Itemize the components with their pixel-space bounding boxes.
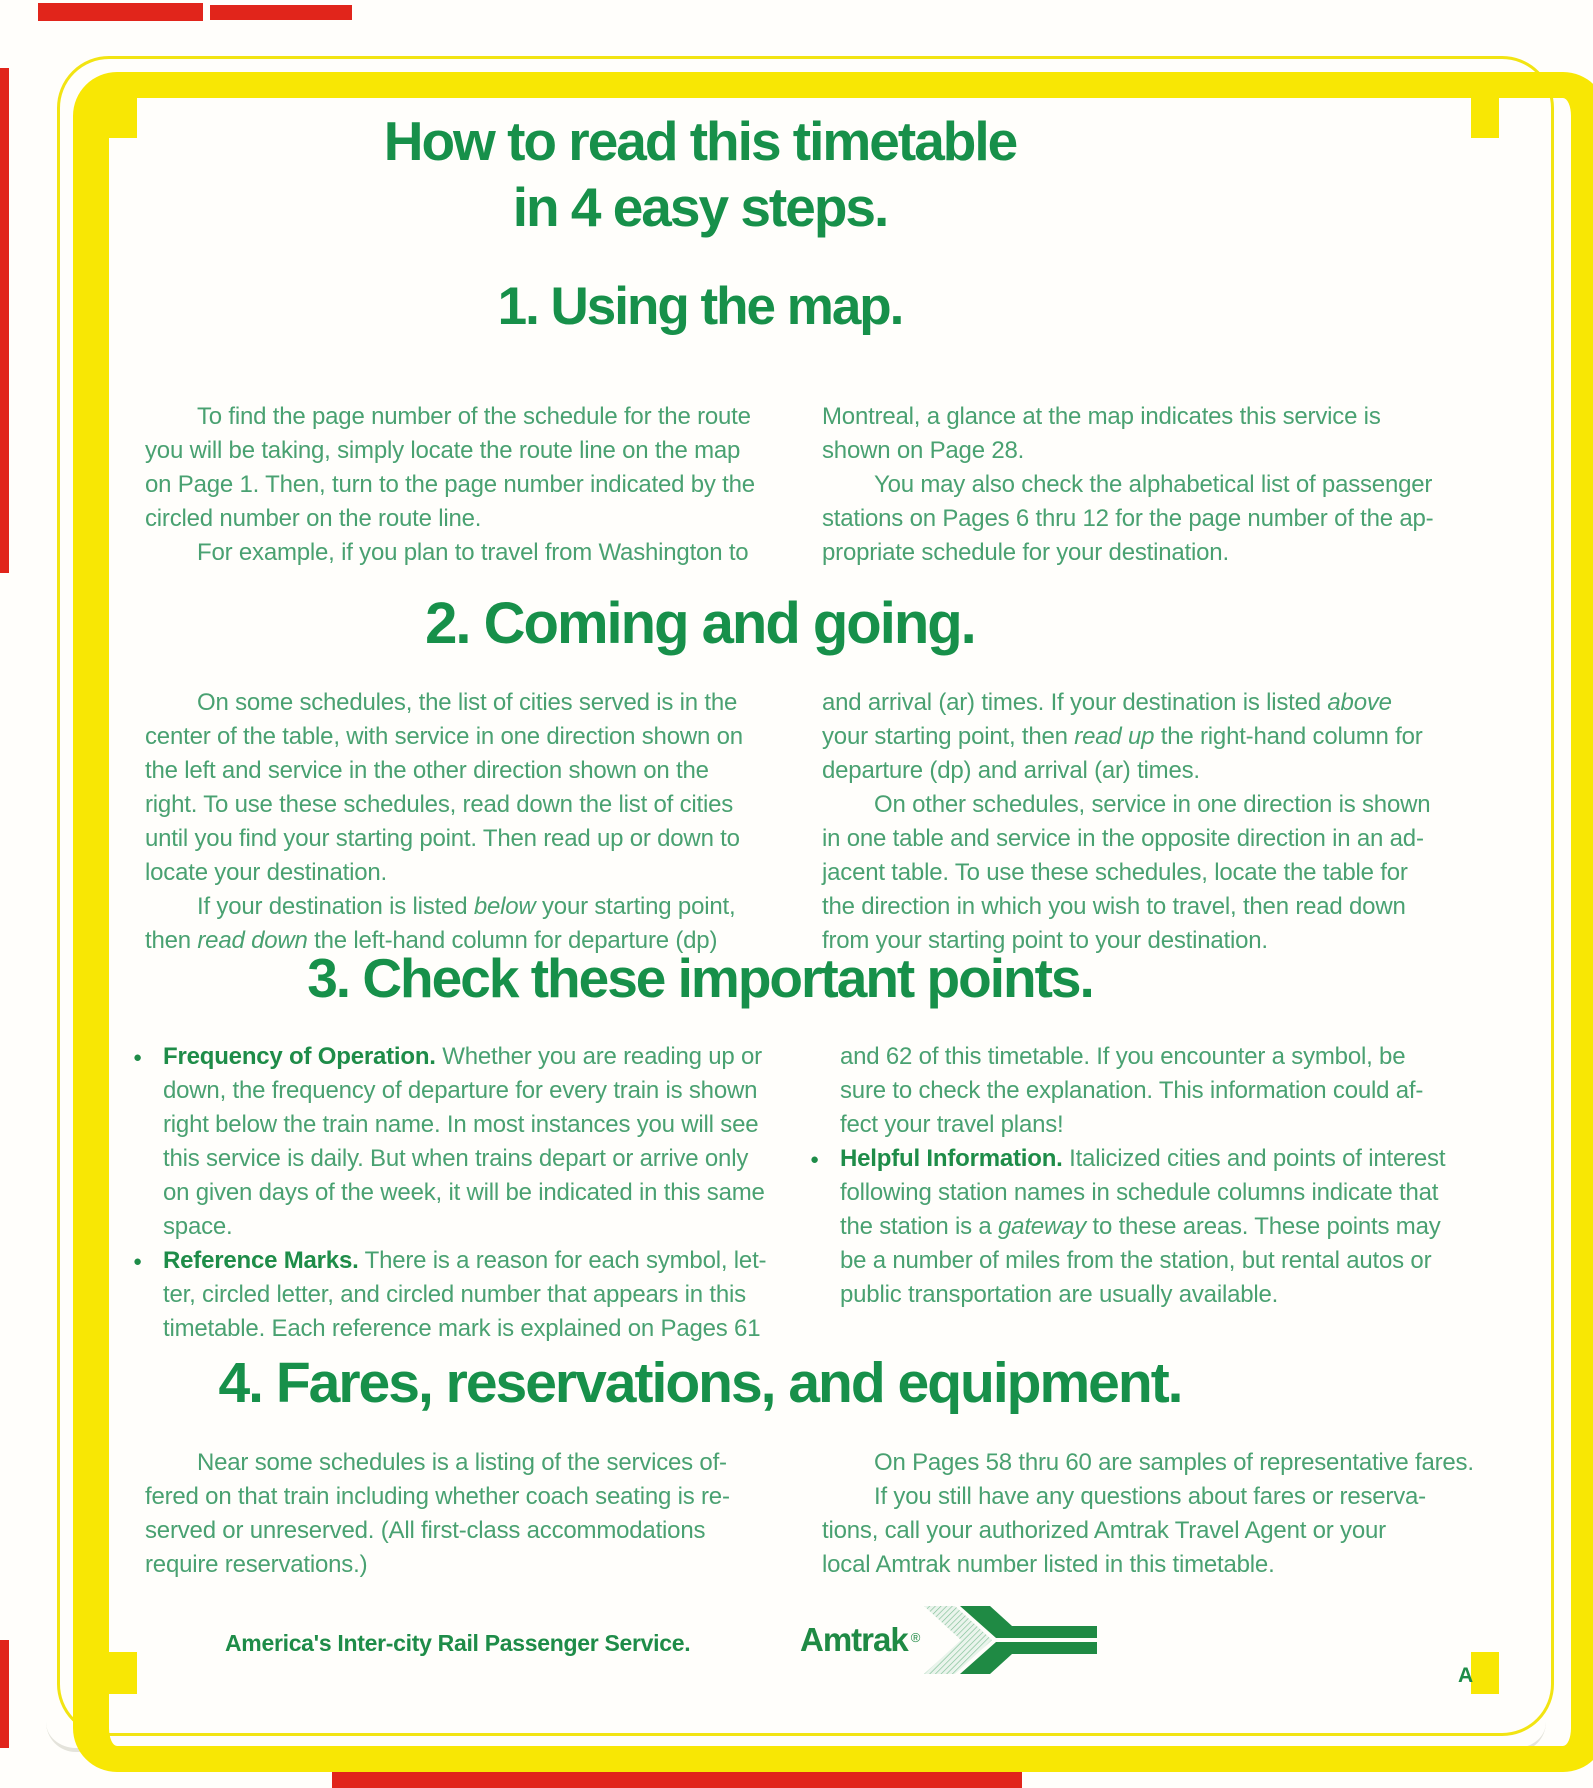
section-3-right-column — [810, 1040, 1500, 1346]
bullet-text: Frequency of Operation. Whether you are reading up or down, the frequency of departure for every train is shown right below the train name. In most instances you will see this service is daily. But when trains depart or arrive only on given days of the week, it will be indicated in this same space. — [163, 1043, 765, 1240]
paragraph: On Pages 58 thru 60 are samples of representative fares. — [874, 1449, 1474, 1476]
amtrak-logo — [800, 1598, 1099, 1682]
paragraph: and 62 of this timetable. If you encounter a symbol, be sure to check the explanation. This information could af- fect your travel plans! — [840, 1043, 1424, 1138]
page-title — [10, 108, 1390, 240]
paragraph: Montreal, a glance at the map indicates this service is shown on Page 28. — [822, 403, 1381, 464]
section-3-body — [133, 1040, 1500, 1346]
print-mark-left — [0, 68, 9, 573]
bullet-icon: ● — [133, 1049, 143, 1066]
bullet-icon: ● — [133, 1253, 143, 1270]
section-2-heading: 2. Coming and going. — [425, 591, 975, 656]
section-4-body — [145, 1446, 1512, 1582]
section-2-right-column — [822, 686, 1512, 958]
section-3-heading: 3. Check these important points. — [307, 947, 1093, 1009]
paragraph: Near some schedules is a listing of the services of- fered on that train including whether coach seating is re- served or unreserved. (All first-class accommodations require reservations.) — [145, 1449, 730, 1578]
page-title-line2: in 4 easy steps. — [512, 176, 888, 238]
paragraph: If your destination is listed below your starting point, then read down the left-hand column for departure (dp) — [145, 893, 736, 954]
section-3-left-column — [133, 1040, 823, 1346]
paragraph: You may also check the alphabetical list of passenger stations on Pages 6 thru 12 for the page number of the ap- propriate schedule for your destination. — [822, 471, 1434, 566]
page-title-line1: How to read this timetable — [383, 110, 1017, 172]
section-2-left-column — [145, 686, 835, 958]
bullet-text: Helpful Information. Italicized cities and points of interest following station names in schedule columns indicate that the station is a gateway to these areas. These points may be a number of miles from the station, but rental autos or public transportation are usually available. — [840, 1145, 1446, 1308]
section-1-left-column — [145, 400, 835, 570]
footer-tagline: America's Inter-city Rail Passenger Service. — [225, 1630, 691, 1656]
bullet-item — [810, 1142, 1500, 1312]
section-4-right-column — [822, 1446, 1512, 1582]
frame-corner-step — [109, 1652, 137, 1694]
section-2-body — [145, 686, 1512, 958]
page-marker: A — [1458, 1664, 1474, 1687]
bullet-item — [133, 1244, 823, 1346]
print-mark-top-1 — [38, 3, 203, 21]
section-1-body — [145, 400, 1512, 570]
print-mark-bottom-left — [0, 1640, 9, 1748]
bullet-text: Reference Marks. There is a reason for each symbol, let- ter, circled letter, and circled number that appears in this timetable. Each reference mark is explained on Pages 61 — [163, 1247, 767, 1342]
amtrak-arrow-icon — [924, 1600, 1099, 1680]
section-1-right-column — [822, 400, 1512, 570]
frame-corner-step — [1471, 1652, 1499, 1694]
section-4-heading: 4. Fares, reservations, and equipment. — [218, 1351, 1182, 1415]
bullet-item — [133, 1040, 823, 1244]
section-4-left-column — [145, 1446, 835, 1582]
registered-trademark-icon: ® — [910, 1629, 921, 1645]
paragraph: On other schedules, service in one direction is shown in one table and service in the opposite direction in an ad- jacent table. To use these schedules, locate the table for the direction in which you wish to travel, then read down from your starting point to your destination. — [822, 791, 1431, 954]
print-mark-bottom — [332, 1772, 1022, 1788]
frame-corner-step — [1471, 96, 1499, 138]
amtrak-logo-text: Amtrak — [800, 1621, 908, 1658]
paragraph: and arrival (ar) times. If your destination is listed above your starting point, then read up the right-hand column for departure (dp) and arrival (ar) times. — [822, 689, 1423, 784]
bullet-icon: ● — [810, 1151, 820, 1168]
print-mark-top-2 — [210, 5, 352, 20]
paragraph: For example, if you plan to travel from Washington to — [197, 539, 749, 566]
paragraph: If you still have any questions about fares or reserva- tions, call your authorized Amtrak Travel Agent or your local Amtrak number listed in this timetable. — [822, 1483, 1426, 1578]
paragraph: On some schedules, the list of cities served is in the center of the table, with service in one direction shown on the left and service in the other direction shown on the right. To use these schedules, read down the list of cities until you find your starting point. Then read up or down to locate your destination. — [145, 689, 743, 886]
section-1-heading: 1. Using the map. — [497, 277, 903, 336]
paragraph: To find the page number of the schedule for the route you will be taking, simply locate the route line on the map on Page 1. Then, turn to the page number indicated by the circled number on the route line. — [145, 403, 755, 532]
